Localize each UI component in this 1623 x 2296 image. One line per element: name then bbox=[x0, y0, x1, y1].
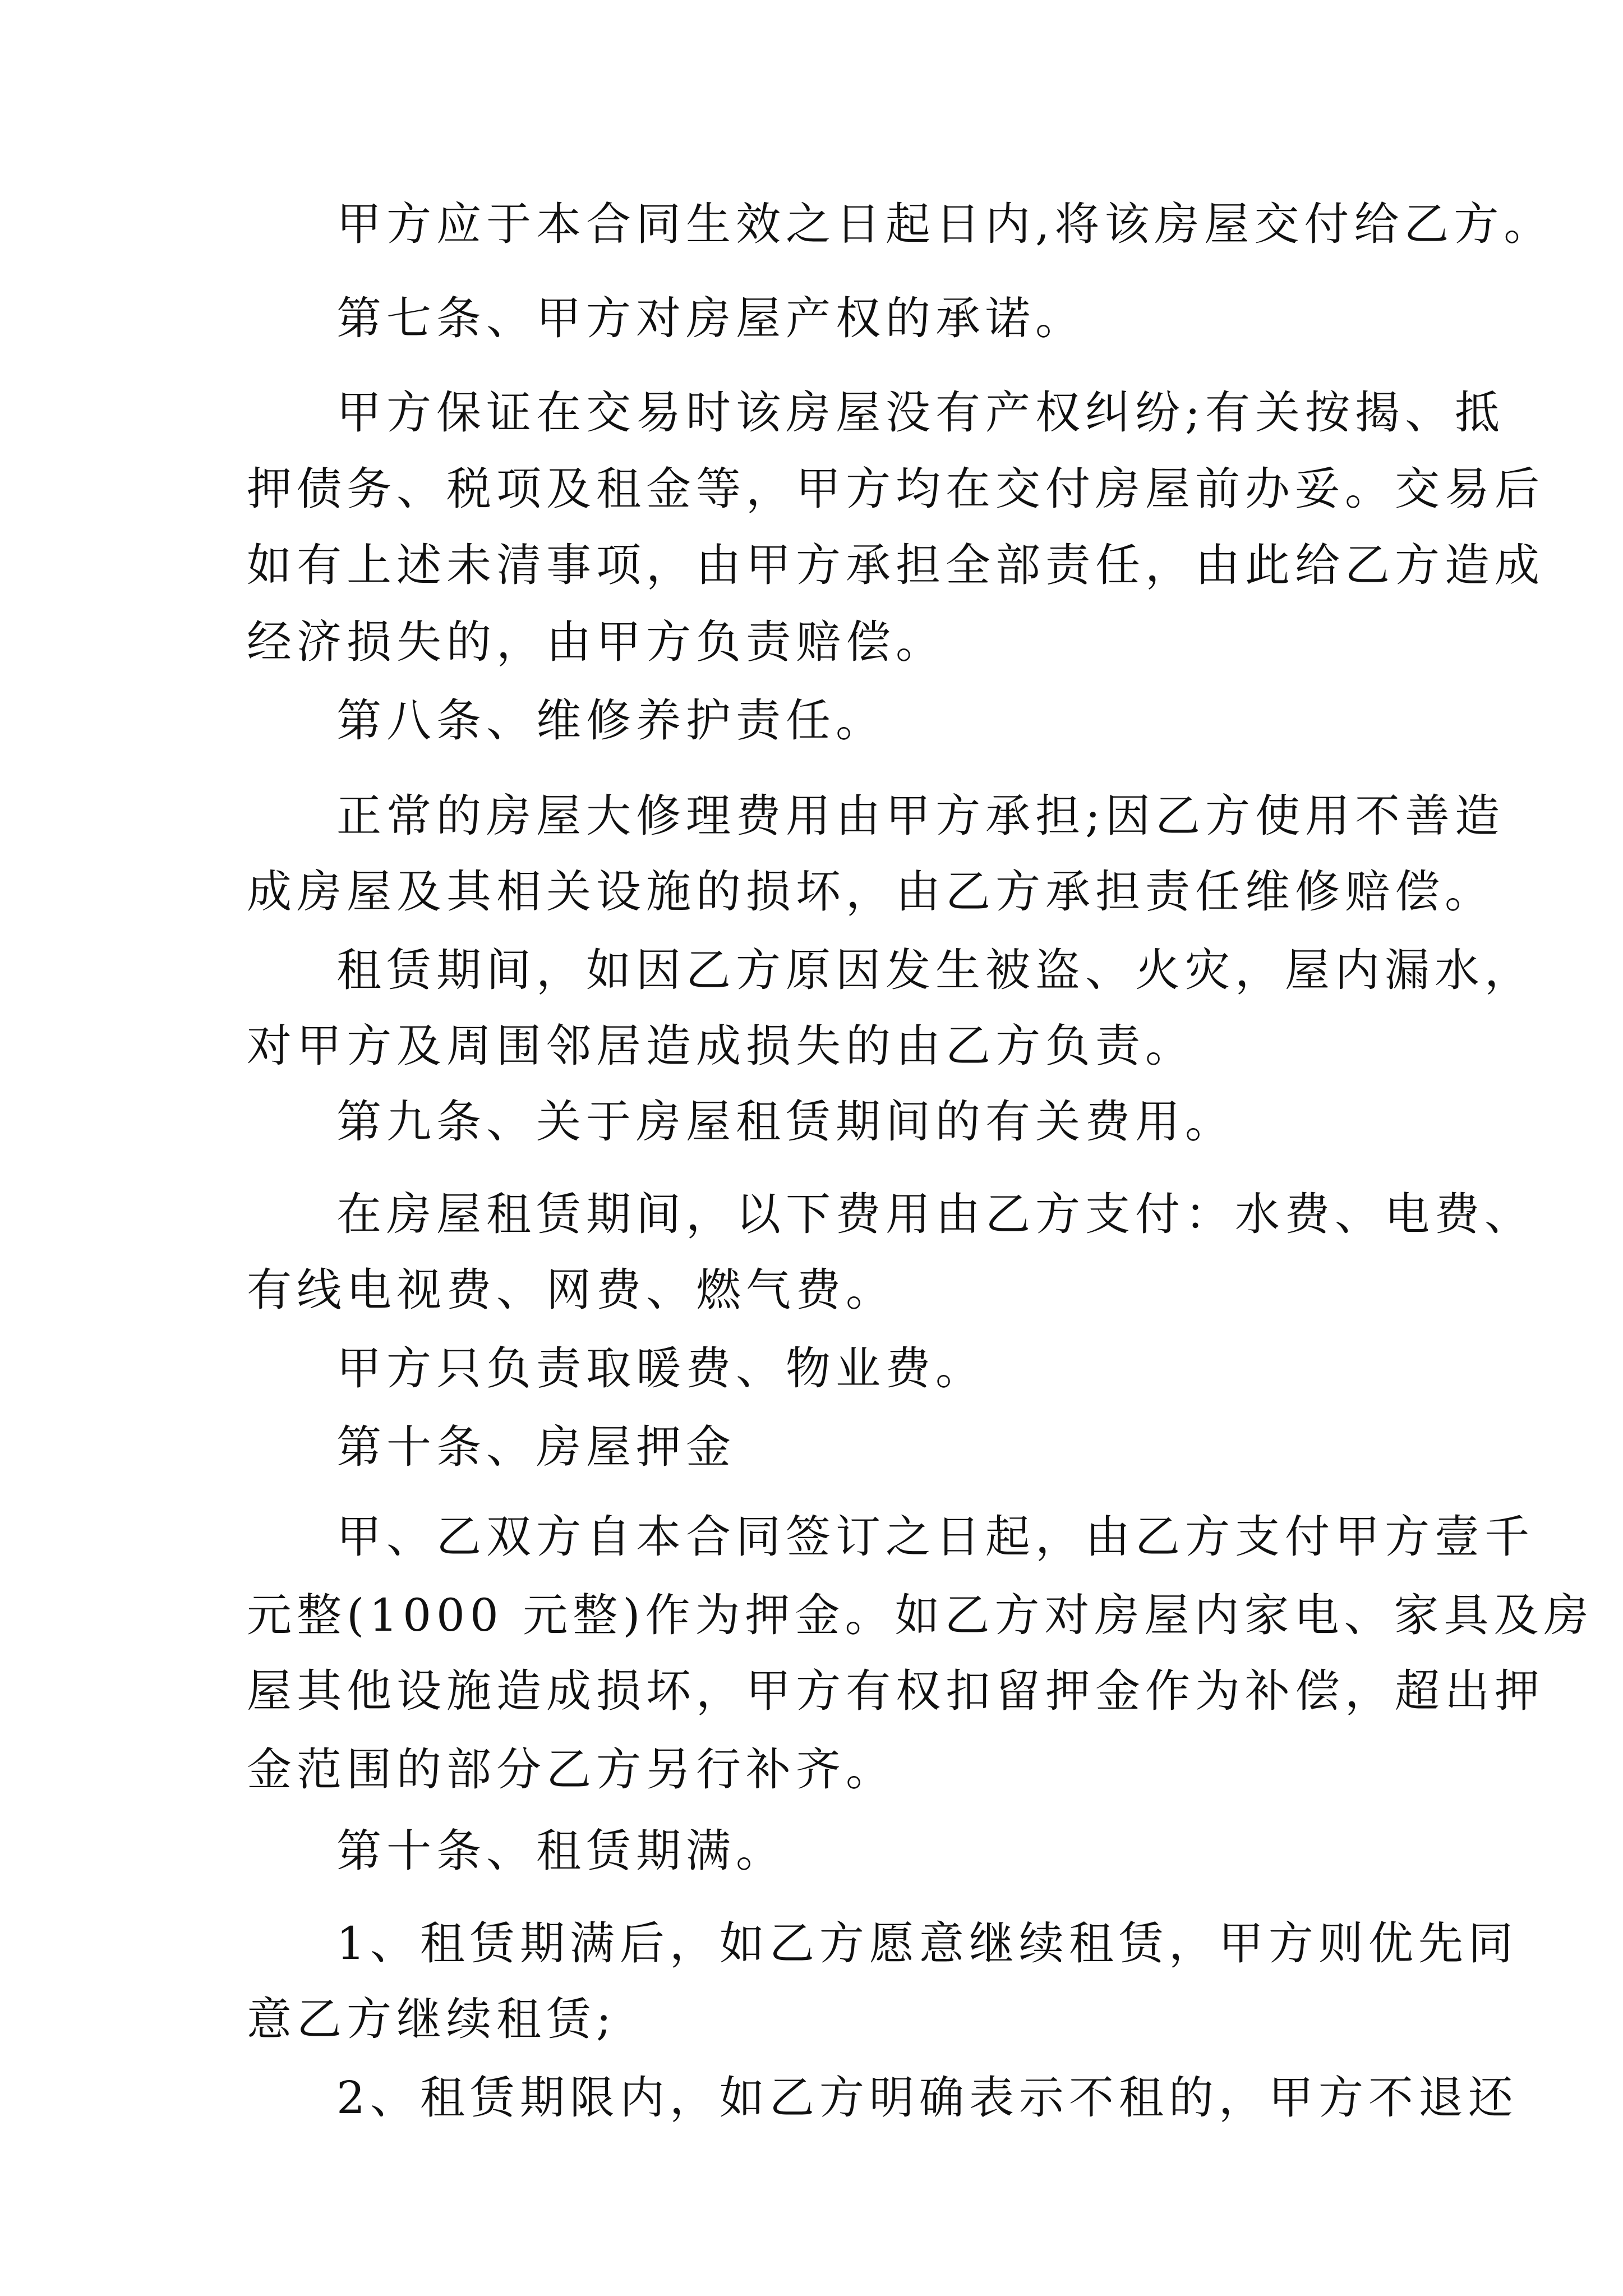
text-line: 租赁期间，如因乙方原因发生被盗、火灾，屋内漏水， bbox=[336, 944, 1534, 996]
text-line: 经济损失的，由甲方负责赔偿。 bbox=[247, 616, 946, 668]
text-line: 屋其他设施造成损坏，甲方有权扣留押金作为补偿，超出押 bbox=[247, 1665, 1544, 1717]
text-line: 正常的房屋大修理费用由甲方承担;因乙方使用不善造 bbox=[336, 790, 1505, 842]
text-line: 甲方保证在交易时该房屋没有产权纠纷;有关按揭、抵 bbox=[336, 386, 1505, 439]
text-line: 有线电视费、网费、燃气费。 bbox=[247, 1264, 896, 1316]
text-line: 在房屋租赁期间，以下费用由乙方支付：水费、电费、 bbox=[336, 1188, 1534, 1240]
section-heading-10: 第十条、房屋押金 bbox=[336, 1421, 736, 1473]
text-line: 甲、乙双方自本合同签订之日起，由乙方支付甲方壹千 bbox=[336, 1511, 1534, 1563]
text-line: 元整(1000 元整)作为押金。如乙方对房屋内家电、家具及房 bbox=[247, 1589, 1594, 1641]
text-line: 意乙方继续租赁; bbox=[247, 1993, 616, 2045]
list-item-2: 2、租赁期限内，如乙方明确表示不租的，甲方不退还 bbox=[336, 2072, 1518, 2124]
text-line: 对甲方及周围邻居造成损失的由乙方负责。 bbox=[247, 1020, 1195, 1072]
section-heading-10b: 第十条、租赁期满。 bbox=[336, 1825, 786, 1877]
text-line: 甲方只负责取暖费、物业费。 bbox=[336, 1342, 985, 1395]
text-line: 押债务、税项及租金等，甲方均在交付房屋前办妥。交易后 bbox=[247, 463, 1544, 515]
text-line: 成房屋及其相关设施的损坏，由乙方承担责任维修赔偿。 bbox=[247, 866, 1495, 918]
text-line: 如有上述未清事项，由甲方承担全部责任，由此给乙方造成 bbox=[247, 539, 1544, 591]
text-line: 甲方应于本合同生效之日起日内,将该房屋交付给乙方。 bbox=[336, 198, 1554, 250]
section-heading-9: 第九条、关于房屋租赁期间的有关费用。 bbox=[336, 1096, 1235, 1148]
list-item-1: 1、租赁期满后，如乙方愿意继续租赁，甲方则优先同 bbox=[336, 1917, 1518, 1970]
text-line: 金范围的部分乙方另行补齐。 bbox=[247, 1743, 896, 1796]
section-heading-8: 第八条、维修养护责任。 bbox=[336, 694, 886, 747]
section-heading-7: 第七条、甲方对房屋产权的承诺。 bbox=[336, 292, 1085, 344]
